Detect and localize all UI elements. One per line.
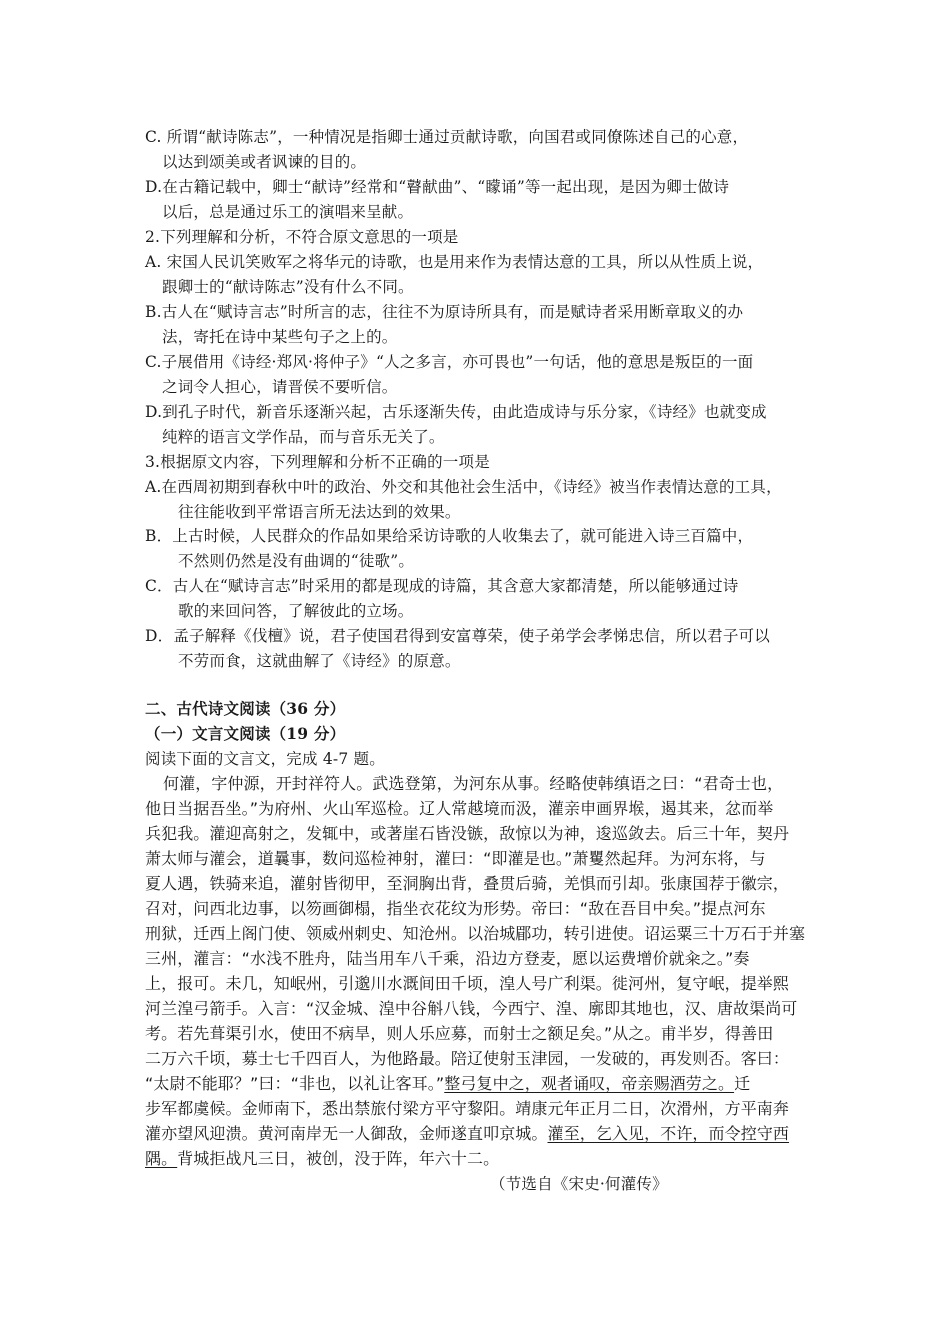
reading-instruction: 阅读下面的文言文，完成 4-7 题。 — [145, 750, 385, 768]
q2-option-b-line2: 法，寄托在诗中某些句子之上的。 — [162, 328, 398, 346]
passage-line: 步军都虞候。金师南下，悉出禁旅付梁方平守黎阳。靖康元年正月二日，次滑州，方平南奔 — [145, 1099, 790, 1118]
passage-line: 兵犯我。灌迎高射之，发辄中，或著崖石皆没镞，敌惊以为神，逡巡敛去。后三十年，契丹 — [145, 824, 790, 843]
passage-line-with-underline — [145, 1122, 789, 1146]
passage-text: 灌亦望风迎溃。黄河南岸无一人御敌，金师遂直叩京城。 — [145, 1124, 548, 1143]
q1-option-d-line2: 以后，总是通过乐工的演唱来呈献。 — [162, 203, 414, 221]
passage-line: 夏人遇，铁骑来追，灌射皆彻甲，至洞胸出背，叠贯后骑，羌惧而引却。张康国荐于徽宗， — [145, 874, 790, 893]
q3-stem: 3.根据原文内容，下列理解和分析不正确的一项是 — [145, 453, 490, 471]
q3-option-b-line1: B．上古时候，人民群众的作品如果给采访诗歌的人收集去了，就可能进入诗三百篇中， — [145, 527, 754, 545]
passage-text: “太尉不能耶？”曰：“非也，以礼让客耳。” — [145, 1074, 445, 1093]
passage-line: 考。若先葺渠引水，使田不病旱，则人乐应募，而射士之额足矣。”从之。甫半岁，得善田 — [145, 1024, 774, 1043]
q1-option-d-line1: D.在古籍记载中，卿士“献诗”经常和“瞽献曲”、“矇诵”等一起出现，是因为卿士做诗 — [145, 178, 730, 196]
q3-option-d-line2: 不劳而食，这就曲解了《诗经》的原意。 — [178, 652, 461, 670]
q2-option-a-line2: 跟卿士的“献诗陈志”没有什么不同。 — [162, 278, 414, 296]
q3-option-a-line2: 往往能收到平常语言所无法达到的效果。 — [178, 503, 461, 521]
underlined-sentence-1: 整弓复中之，观者诵叹，帝亲赐酒劳之。 — [444, 1074, 735, 1093]
passage-line: 召对，问西北边事，以笏画御榻，指坐衣花纹为形势。帝曰：“敌在吾目中矣。”提点河东 — [145, 899, 766, 918]
q3-option-b-line2: 不然则仍然是没有曲调的“徒歌”。 — [178, 552, 415, 570]
q2-option-d-line1: D.到孔子时代，新音乐逐渐兴起，古乐逐渐失传，由此造成诗与乐分家，《诗经》也就变成 — [145, 403, 767, 421]
q3-option-c-line1: C．古人在“赋诗言志”时采用的都是现成的诗篇，其含意大家都清楚，所以能够通过诗 — [145, 577, 739, 595]
q2-option-d-line2: 纯粹的语言文学作品，而与音乐无关了。 — [162, 428, 445, 446]
underlined-sentence-2: 灌至，乞入见，不许，而令控守西 — [547, 1124, 790, 1143]
passage-line: 河兰湟弓箭手。入言：“汉金城、湟中谷斛八钱，今西宁、湟、廓即其地也，汉、唐故渠尚可 — [145, 999, 798, 1018]
passage-line: 二万六千顷，募士七千四百人，为他路最。陪辽使射玉津园，一发破的，再发则否。客曰： — [145, 1049, 790, 1068]
passage-line: 他日当据吾坐。”为府州、火山军巡检。辽人常越境而汲，灌亲申画界堠，遏其来，忿而举 — [145, 799, 774, 818]
q3-option-a-line1: A.在西周初期到春秋中叶的政治、外交和其他社会生活中，《诗经》被当作表情达意的工具， — [145, 478, 782, 496]
q3-option-c-line2: 歌的来回问答，了解彼此的立场。 — [178, 602, 414, 620]
q2-option-a-line1: A. 宋国人民讥笑败军之将华元的诗歌，也是用来作为表情达意的工具，所以从性质上说， — [145, 253, 764, 271]
q1-option-c-line1: C. 所谓“献诗陈志”，一种情况是指卿士通过贡献诗歌，向国君或同僚陈述自己的心意， — [145, 128, 749, 146]
passage-source: （节选自《宋史·何灌传》 — [490, 1175, 668, 1193]
passage-line-with-underline — [145, 1072, 750, 1096]
passage-line: 刑狱，迁西上阁门使、领威州刺史、知沧州。以治城郿功，转引进使。诏运粟三十万石于并塞 — [145, 924, 806, 943]
passage-line: 三州，灌言：“水浅不胜舟，陆当用车八千乘，沿边方登麦，愿以运费增价就籴之。”奏 — [145, 949, 750, 968]
q2-option-c-line1: C.子展借用《诗经·郑风·将仲子》“人之多言，亦可畏也”一句话，他的意思是叛臣的一面 — [145, 353, 754, 371]
passage-line-with-underline — [145, 1147, 499, 1171]
passage-text: 迁 — [734, 1074, 751, 1093]
q2-option-c-line2: 之词令人担心，请晋侯不要听信。 — [162, 378, 398, 396]
q2-option-b-line1: B.古人在“赋诗言志”时所言的志，往往不为原诗所具有，而是赋诗者采用断章取义的办 — [145, 303, 744, 321]
passage-text: 背城拒战凡三日，被创，没于阵，年六十二。 — [177, 1149, 500, 1168]
q3-option-d-line1: D．孟子解释《伐檀》说，君子使国君得到安富尊荣，使子弟学会孝悌忠信，所以君子可以 — [145, 627, 770, 645]
passage-line: 何灌，字仲源，开封祥符人。武选登第，为河东从事。经略使韩缜语之曰：“君奇士也， — [163, 774, 784, 793]
underlined-sentence-2-end: 隅。 — [145, 1149, 178, 1168]
section-title: 二、古代诗文阅读（36 分） — [145, 699, 346, 718]
q2-stem: 2.下列理解和分析，不符合原文意思的一项是 — [145, 228, 459, 246]
passage-line: 上，报可。未几，知岷州，引邈川水溉间田千顷，湟人号广利渠。徙河州，复守岷，提举熙 — [145, 974, 790, 993]
q1-option-c-line2: 以达到颂美或者讽谏的目的。 — [162, 153, 367, 171]
passage-line: 萧太师与灌会，道曩事，数问巡检神射，灌曰：“即灌是也。”萧矍然起拜。为河东将，与 — [145, 849, 766, 868]
section-subtitle: （一）文言文阅读（19 分） — [145, 724, 346, 743]
